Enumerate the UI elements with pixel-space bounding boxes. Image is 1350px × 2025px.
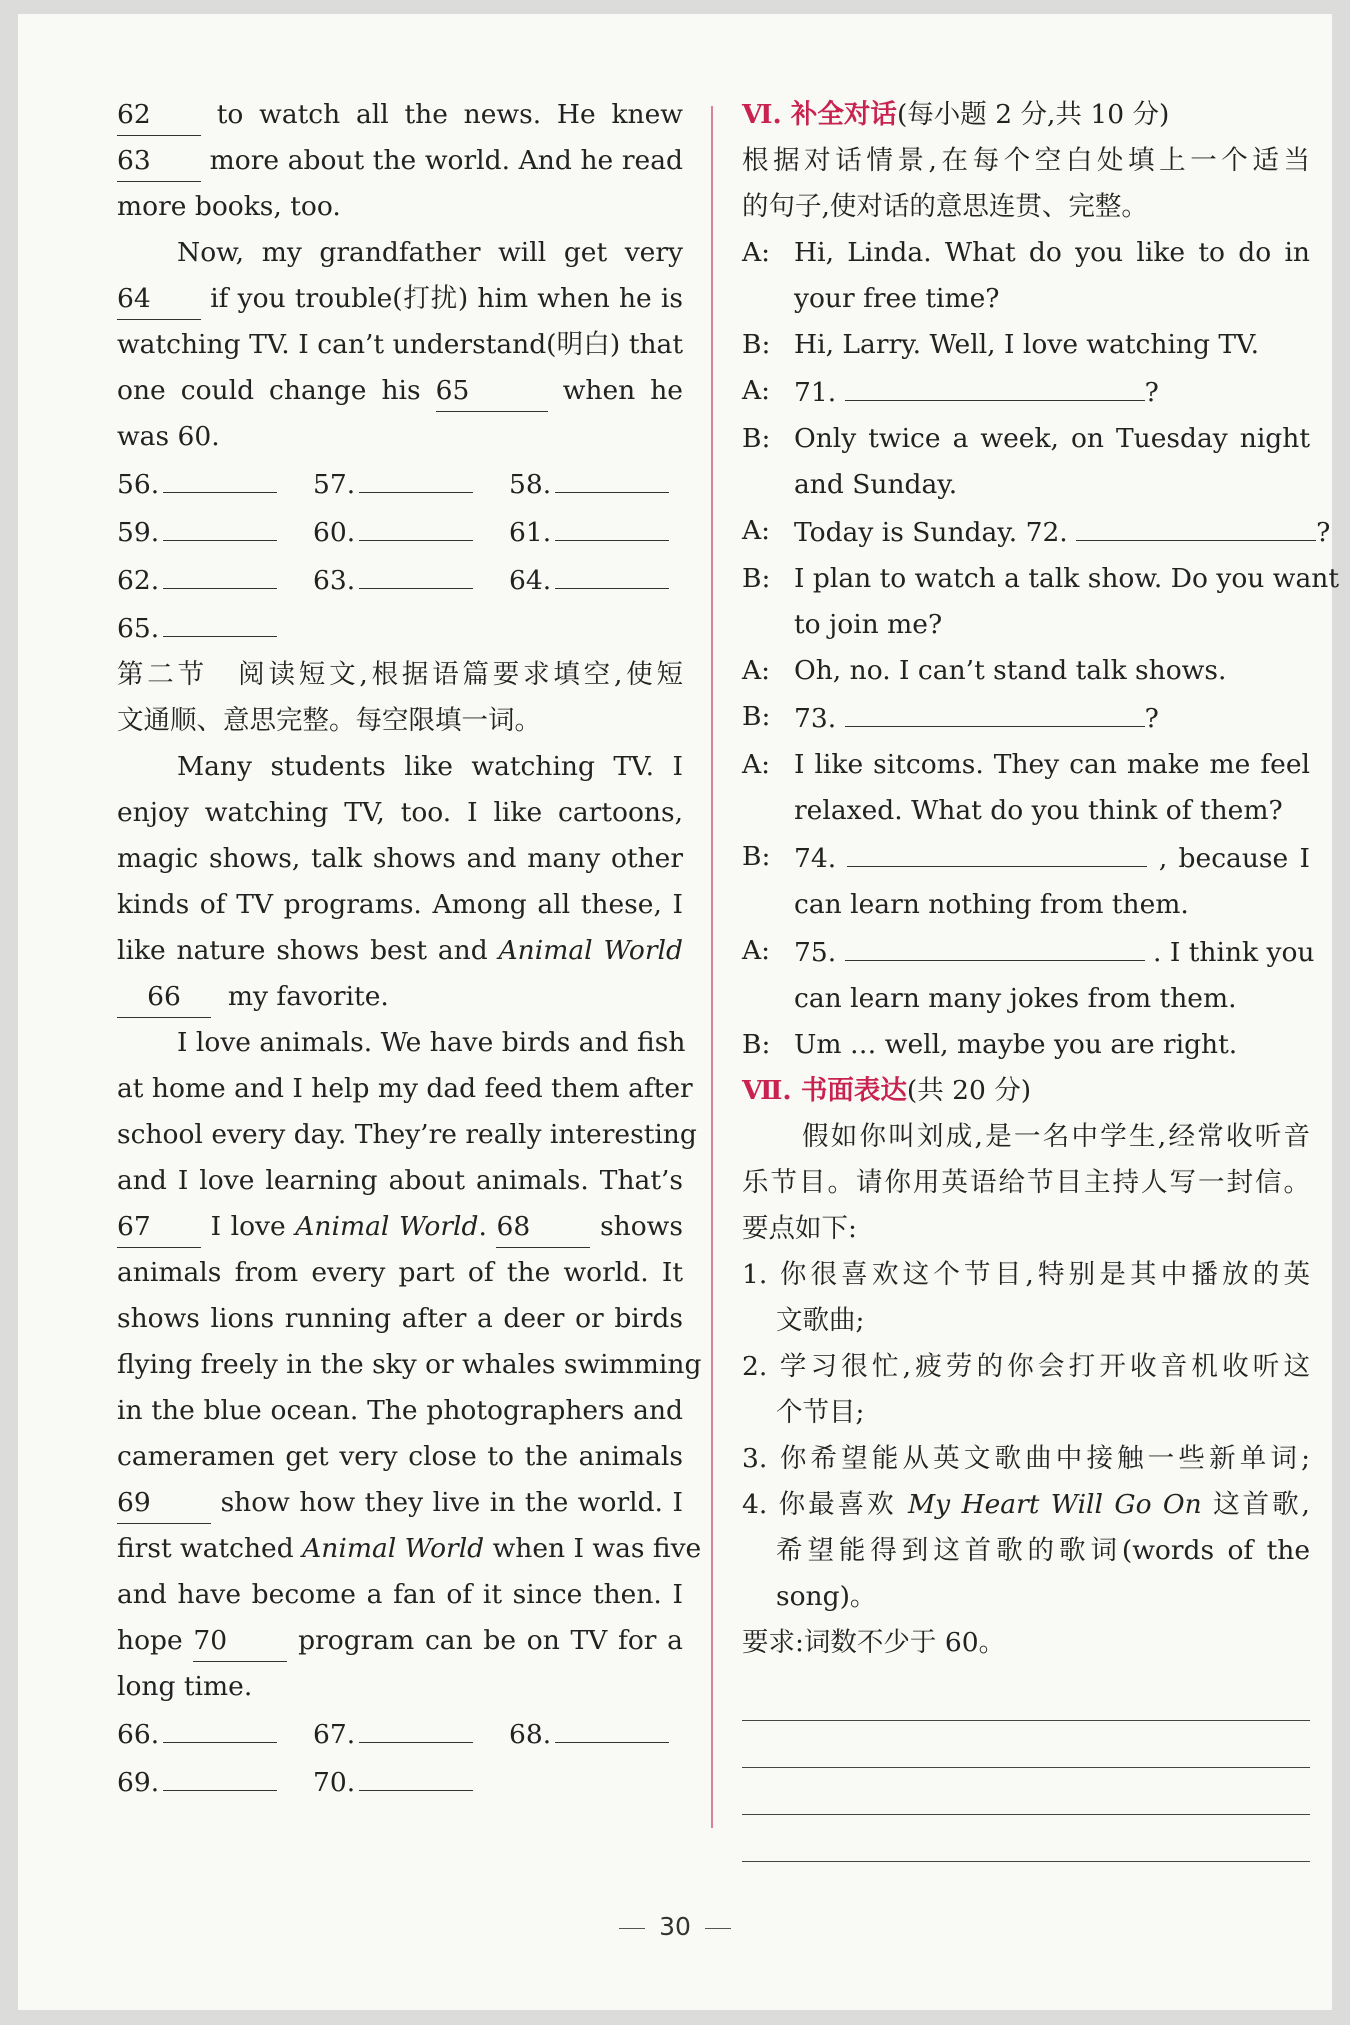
prompt-line: 要点如下: bbox=[742, 1213, 857, 1244]
text-line: shows lions running after a deer or birds bbox=[117, 1303, 683, 1334]
blank-62[interactable]: 62 bbox=[117, 95, 201, 136]
speaker-label: B: bbox=[742, 841, 771, 872]
answer-item[interactable]: 60. bbox=[313, 508, 509, 556]
text-line: Now, my grandfather will get very bbox=[177, 237, 683, 268]
question-number: 71. bbox=[794, 377, 837, 408]
page-number: 30 bbox=[659, 1912, 691, 1941]
line-text: when he bbox=[562, 375, 683, 406]
speaker-label: A: bbox=[742, 237, 771, 268]
text-line bbox=[117, 1480, 683, 1526]
speaker-label: B: bbox=[742, 329, 771, 360]
question-number: 73. bbox=[794, 703, 837, 734]
text-line: 67 I love Animal World. 68 shows bbox=[117, 1204, 683, 1250]
answer-item[interactable]: 68. bbox=[509, 1710, 669, 1758]
dialogue-text: I plan to watch a talk show. Do you want bbox=[794, 563, 1339, 594]
text-line bbox=[117, 368, 683, 414]
answer-item[interactable]: 67. bbox=[313, 1710, 509, 1758]
text-line: Many students like watching TV. I bbox=[177, 751, 683, 782]
blank-69[interactable]: 69 bbox=[117, 1483, 211, 1524]
point-line bbox=[742, 1482, 1310, 1528]
dialogue-line bbox=[742, 834, 1310, 882]
program-title: Animal World bbox=[498, 935, 683, 966]
speaker-label: A: bbox=[742, 515, 771, 546]
left-column bbox=[117, 92, 702, 1806]
blank-64[interactable]: 64 bbox=[117, 279, 201, 320]
dialogue-line bbox=[742, 928, 1315, 976]
program-title: Animal World bbox=[302, 1533, 485, 1564]
text-line bbox=[117, 92, 683, 138]
text-line bbox=[117, 1618, 683, 1664]
point-text: 4. 你最喜欢 bbox=[742, 1489, 897, 1520]
section-title: Ⅵ. 补全对话 bbox=[742, 99, 897, 130]
answer-item[interactable]: 65. bbox=[117, 604, 313, 652]
text-line: long time. bbox=[117, 1671, 253, 1702]
text-line: cameramen get very close to the animals bbox=[117, 1441, 683, 1472]
answer-row bbox=[117, 556, 683, 604]
section-note: (共 20 分) bbox=[906, 1075, 1032, 1106]
section-heading: 文通顺、意思完整。每空限填一词。 bbox=[117, 705, 541, 736]
text-line: enjoy watching TV, too. I like cartoons, bbox=[117, 797, 683, 828]
column-divider bbox=[711, 106, 713, 1828]
line-text: I love bbox=[210, 1211, 286, 1242]
blank-63[interactable]: 63 bbox=[117, 141, 201, 182]
line-text: to watch all the news. He knew bbox=[216, 99, 683, 130]
speaker-label: A: bbox=[742, 375, 771, 406]
dialogue-line: A: 71. ? bbox=[742, 368, 1310, 416]
answer-row bbox=[117, 604, 683, 652]
answer-item[interactable]: 59. bbox=[117, 508, 313, 556]
answer-blank-74[interactable] bbox=[847, 834, 1147, 867]
speaker-label: A: bbox=[742, 935, 771, 966]
footer-dash bbox=[705, 1928, 731, 1929]
dialogue-cont: can learn many jokes from them. bbox=[794, 983, 1237, 1014]
line-text: hope bbox=[117, 1625, 183, 1656]
text-line: was 60. bbox=[117, 421, 220, 452]
dialogue-line bbox=[742, 416, 1310, 462]
point-line: 个节目; bbox=[776, 1397, 865, 1428]
requirement-line: 要求:词数不少于 60。 bbox=[742, 1627, 1006, 1658]
prompt-line: 假如你叫刘成,是一名中学生,经常收听音 bbox=[802, 1121, 1310, 1152]
section-heading: 第二节 阅读短文,根据语篇要求填空,使短 bbox=[117, 659, 683, 690]
dialogue-line bbox=[742, 230, 1310, 276]
blank-67[interactable]: 67 bbox=[117, 1207, 201, 1248]
text-line: magic shows, talk shows and many other bbox=[117, 843, 683, 874]
writing-line[interactable] bbox=[742, 1721, 1310, 1768]
blank-70[interactable]: 70 bbox=[193, 1621, 287, 1662]
answer-item[interactable]: 64. bbox=[509, 556, 669, 604]
question-number: 74. bbox=[794, 843, 837, 874]
answer-row bbox=[117, 1710, 683, 1758]
dialogue-cont: your free time? bbox=[794, 283, 1000, 314]
text-line: kinds of TV programs. Among all these, I bbox=[117, 889, 683, 920]
dialogue-text: Only twice a week, on Tuesday night bbox=[794, 423, 1310, 454]
dialogue-cont: relaxed. What do you think of them? bbox=[794, 795, 1283, 826]
line-text: one could change his bbox=[117, 375, 421, 406]
dialogue-cont: to join me? bbox=[794, 609, 943, 640]
point-line: song)。 bbox=[776, 1581, 877, 1612]
line-text: my favorite. bbox=[227, 981, 389, 1012]
line-text: when I was five bbox=[492, 1533, 702, 1564]
page-sheet bbox=[18, 14, 1339, 2010]
text-line: at home and I help my dad feed them after bbox=[117, 1073, 693, 1104]
instruction-line: 的句子,使对话的意思连贯、完整。 bbox=[742, 191, 1148, 222]
answer-item[interactable]: 63. bbox=[313, 556, 509, 604]
dialogue-text: . I think you bbox=[1153, 937, 1315, 968]
dialogue-line bbox=[742, 1022, 1310, 1068]
point-line: 2. 学习很忙,疲劳的你会打开收音机收听这 bbox=[742, 1351, 1310, 1382]
text-line bbox=[117, 974, 683, 1020]
writing-line[interactable] bbox=[742, 1768, 1310, 1815]
answer-row bbox=[117, 460, 683, 508]
text-line: watching TV. I can’t understand(明白) that bbox=[117, 329, 683, 360]
dialogue-line: A: Today is Sunday. 72. ? bbox=[742, 508, 1310, 556]
answer-item[interactable]: 56. bbox=[117, 460, 313, 508]
text-line: and I love learning about animals. That’s bbox=[117, 1165, 683, 1196]
line-text: more about the world. And he read bbox=[209, 145, 683, 176]
page-footer bbox=[0, 1912, 1350, 1941]
answer-item[interactable]: 62. bbox=[117, 556, 313, 604]
answer-row bbox=[117, 508, 683, 556]
line-text: program can be on TV for a bbox=[298, 1625, 683, 1656]
answer-item[interactable]: 66. bbox=[117, 1710, 313, 1758]
program-title: Animal World bbox=[295, 1211, 479, 1242]
answer-blank-75[interactable] bbox=[845, 928, 1145, 961]
speaker-label: B: bbox=[742, 1029, 771, 1060]
dialogue-line: B: 73. ? bbox=[742, 694, 1310, 742]
dialogue-text: Hi, Larry. Well, I love watching TV. bbox=[794, 329, 1259, 360]
section-6-heading bbox=[742, 92, 1310, 138]
prompt-line: 乐节目。请你用英语给节目主持人写一封信。 bbox=[742, 1167, 1310, 1198]
answer-item[interactable]: 70. bbox=[313, 1758, 509, 1806]
text-line: I love animals. We have birds and fish bbox=[177, 1027, 686, 1058]
text-line bbox=[117, 276, 683, 322]
dialogue-text: Today is Sunday. 72. bbox=[794, 517, 1068, 548]
text-line: and have become a fan of it since then. I bbox=[117, 1579, 683, 1610]
speaker-label: B: bbox=[742, 701, 771, 732]
dialogue-line bbox=[742, 322, 1310, 368]
question-number: 75. bbox=[794, 937, 837, 968]
section-title: Ⅶ. 书面表达 bbox=[742, 1075, 907, 1106]
text-line: animals from every part of the world. It bbox=[117, 1257, 683, 1288]
answer-row bbox=[117, 1758, 683, 1806]
text-line: flying freely in the sky or whales swimming bbox=[117, 1349, 702, 1380]
line-text: like nature shows best and bbox=[117, 935, 488, 966]
answer-item[interactable]: 58. bbox=[509, 460, 669, 508]
line-text: if you trouble(打扰) him when he is bbox=[210, 283, 683, 314]
section-7-heading bbox=[742, 1068, 1310, 1114]
blank-68[interactable]: 68 bbox=[496, 1207, 590, 1248]
line-text: first watched bbox=[117, 1533, 294, 1564]
point-line: 1. 你很喜欢这个节目,特别是其中播放的英 bbox=[742, 1259, 1310, 1290]
instruction-line: 根据对话情景,在每个空白处填上一个适当 bbox=[742, 145, 1310, 176]
dialogue-text: Um … well, maybe you are right. bbox=[794, 1029, 1238, 1060]
speaker-label: A: bbox=[742, 655, 771, 686]
point-text: 这首歌, bbox=[1213, 1489, 1310, 1520]
speaker-label: B: bbox=[742, 563, 771, 594]
text-line bbox=[117, 928, 683, 974]
writing-line[interactable] bbox=[742, 1815, 1310, 1862]
line-text: shows bbox=[600, 1211, 683, 1242]
point-line: 希望能得到这首歌的歌词(words of the bbox=[776, 1535, 1310, 1566]
text-line: more books, too. bbox=[117, 191, 341, 222]
line-text: show how they live in the world. I bbox=[220, 1487, 683, 1518]
answer-blank-71[interactable] bbox=[845, 368, 1145, 401]
answer-item[interactable]: 61. bbox=[509, 508, 669, 556]
blank-66[interactable]: 66 bbox=[117, 977, 211, 1018]
text-line: in the blue ocean. The photographers and bbox=[117, 1395, 683, 1426]
writing-area[interactable] bbox=[742, 1674, 1310, 1862]
dialogue-line bbox=[742, 742, 1310, 788]
song-title: My Heart Will Go On bbox=[908, 1489, 1202, 1520]
dialogue-line bbox=[742, 556, 1339, 602]
section-note: (每小题 2 分,共 10 分) bbox=[896, 99, 1170, 130]
dialogue-text: , because I bbox=[1158, 843, 1310, 874]
writing-line[interactable] bbox=[742, 1674, 1310, 1721]
dialogue-text: I like sitcoms. They can make me feel bbox=[794, 749, 1310, 780]
right-column bbox=[742, 92, 1339, 1862]
answer-blank-73[interactable] bbox=[845, 694, 1145, 727]
dialogue-text: Oh, no. I can’t stand talk shows. bbox=[794, 655, 1227, 686]
answer-blank-72[interactable] bbox=[1076, 508, 1316, 541]
dialogue-text: Hi, Linda. What do you like to do in bbox=[794, 237, 1310, 268]
point-line: 文歌曲; bbox=[776, 1305, 865, 1336]
dialogue-line bbox=[742, 648, 1310, 694]
dialogue-cont: can learn nothing from them. bbox=[794, 889, 1189, 920]
dialogue-cont: and Sunday. bbox=[794, 469, 958, 500]
text-line: school every day. They’re really interesting bbox=[117, 1119, 697, 1150]
blank-65[interactable]: 65 bbox=[436, 371, 548, 412]
footer-dash bbox=[619, 1928, 645, 1929]
text-line bbox=[117, 138, 683, 184]
speaker-label: A: bbox=[742, 749, 771, 780]
point-line: 3. 你希望能从英文歌曲中接触一些新单词; bbox=[742, 1443, 1310, 1474]
answer-item[interactable]: 57. bbox=[313, 460, 509, 508]
text-line bbox=[117, 1526, 702, 1572]
speaker-label: B: bbox=[742, 423, 771, 454]
answer-item[interactable]: 69. bbox=[117, 1758, 313, 1806]
